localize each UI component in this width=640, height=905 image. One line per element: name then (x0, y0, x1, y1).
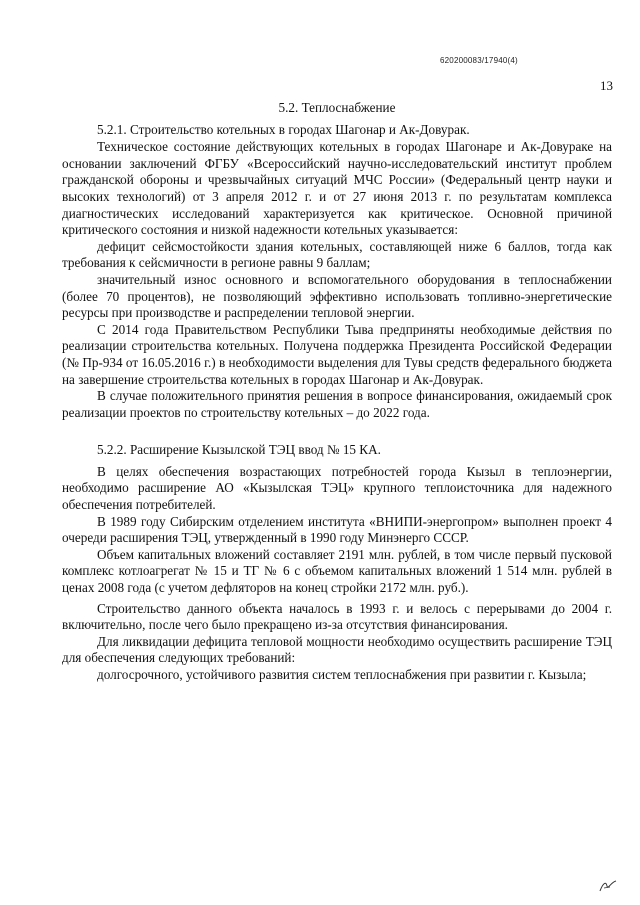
subsection-2-title: 5.2.2. Расширение Кызылской ТЭЦ ввод № 15 КА. (97, 442, 381, 458)
paragraph: Строительство данного объекта началось в 1993 г. и велось с перерывами до 2004 г. включительно, после чего было прекращено из-за отсутствия финансирования. (62, 600, 612, 633)
paragraph: долгосрочного, устойчивого развития систем теплоснабжения при развитии г. Кызыла; (97, 667, 587, 682)
paragraph: В случае положительного принятия решения в вопросе финансирования, ожидаемый срок реализации проектов по строительству котельных – до 2022 года. (62, 388, 612, 420)
paragraph: Техническое состояние действующих котельных в городах Шагонаре и Ак-Довураке на основании заключений ФГБУ «Всероссийский научно-исследовательский институт проблем гражданской обороны и чрезвычайных ситуаций МЧС России» (Федеральный центр науки и высоких технологий) от 3 апреля 2012 г. и от 27 июня 2013 г. по результатам комплекса диагностических исследований характеризуется как критическое. Основной причиной критического состояния и низкой надежности котельных указывается: (62, 139, 612, 238)
paragraph: В 1989 году Сибирским отделением института «ВНИПИ-энергопром» выполнен проект 4 очереди расширения ТЭЦ, утвержденный в 1990 году Минэнерго СССР. (62, 513, 612, 546)
paragraph: значительный износ основного и вспомогательного оборудования в теплоснабжении (более 70 процентов), не позволяющий эффективно использовать топливно-энергетические ресурсы при производстве и распределении тепловой энергии. (62, 271, 612, 321)
signature-mark (598, 879, 618, 893)
section-title: 5.2. Теплоснабжение (278, 100, 396, 115)
paragraph: В целях обеспечения возрастающих потребностей города Кызыл в теплоэнергии, необходимо расширение АО «Кызылская ТЭЦ» крупного теплоисточника для надежного обеспечения потребителей. (62, 463, 612, 513)
document-id: 620200083/17940(4) (440, 56, 518, 65)
subsection-1-title: 5.2.1. Строительство котельных в городах Шагонар и Ак-Довурак. (97, 121, 470, 137)
paragraph: Объем капитальных вложений составляет 2191 млн. рублей, в том числе первый пусковой комплекс котлоагрегат № 15 и ТГ № 6 с объемом капитальных вложений 1 514 млн. рублей в ценах 2008 года (с учетом дефляторов на конец стройки 2172 млн. руб.). (62, 546, 612, 596)
paragraph: дефицит сейсмостойкости здания котельных, составляющей ниже 6 баллов, тогда как требования к сейсмичности в регионе равны 9 баллам; (62, 238, 612, 271)
section-gap (62, 421, 612, 442)
document-body (62, 100, 612, 684)
paragraph: С 2014 года Правительством Республики Тыва предприняты необходимые действия по реализации строительства котельных. Получена поддержка Президента Российской Федерации (№ Пр-934 от 16.05.2016 г.) в необходимости выделения для Тувы средств федерального бюджета на завершение строительства котельных в городах Шагонар и Ак-Довурак. (62, 321, 612, 387)
paragraph: Для ликвидации дефицита тепловой мощности необходимо осуществить расширение ТЭЦ для обеспечения следующих требований: (62, 633, 612, 666)
page-number: 13 (600, 78, 613, 93)
